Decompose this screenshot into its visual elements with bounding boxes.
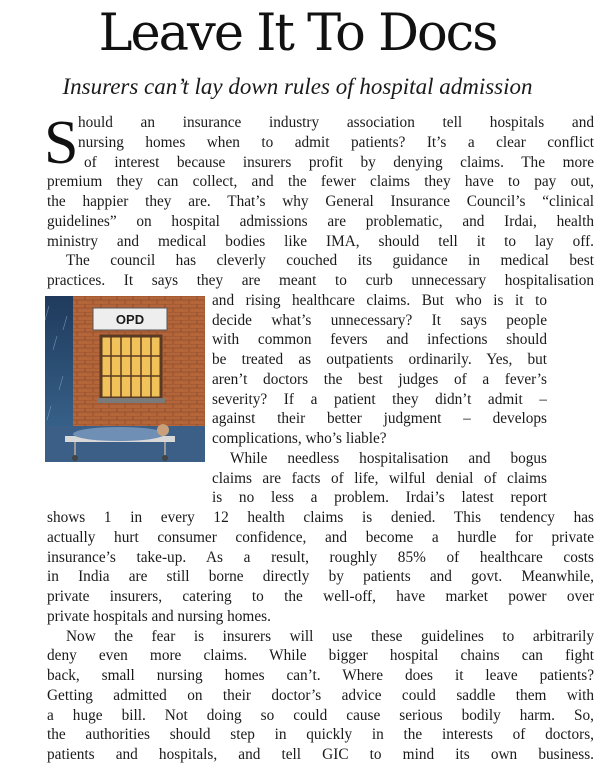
article-line: ministry and medical bodies like IMA, should tell it to lay off.	[47, 232, 594, 250]
article-line: The council has cleverly couched its guidance in medical best	[66, 252, 594, 270]
article-line: Getting admitted on their doctor’s advice could saddle them with	[47, 686, 594, 704]
article-line: and rising healthcare claims. But who is it to	[212, 291, 547, 309]
article-line: in India are still borne directly by patients and govt. Meanwhile,	[47, 568, 594, 586]
article-line: premium they can collect, and the fewer claims they have to pay out,	[47, 173, 594, 191]
opd-sign-text: OPD	[115, 312, 145, 327]
article-line: practices. It says they are meant to curb unnecessary hospitalisation	[47, 272, 594, 289]
subheadline: Insurers can’t lay down rules of hospital admission	[62, 74, 533, 99]
drop-cap: S	[44, 109, 79, 177]
article-line: the authorities should step in quickly in the interests of doctors,	[47, 726, 594, 744]
article-line: private insurers, catering to the well-off, have market power over	[47, 588, 594, 605]
hospital-illustration	[45, 296, 205, 462]
article-line: decide what’s unnecessary? It says people	[212, 311, 547, 329]
headline: Leave It To Docs	[98, 4, 497, 63]
article-line: hould an insurance industry association tell hospitals and	[78, 114, 594, 131]
article-line: guidelines” on hospital admissions are problematic, and Irdai, health	[47, 212, 594, 230]
article-line: with common fevers and infections should	[212, 331, 547, 349]
article-line: complications, who’s liable?	[212, 430, 387, 447]
article-line: private hospitals and nursing homes.	[47, 607, 271, 625]
article-line: a huge bill. Not doing so could cause serious bodily harm. So,	[47, 706, 594, 724]
article-line: patients and hospitals, and tell GIC to mind its own business.	[47, 746, 594, 763]
article-line: insurance’s take-up. As a result, roughly 85% of healthcare costs	[47, 548, 594, 566]
article-line: the happier they are. That’s why General Insurance Council’s “clinical	[47, 193, 594, 210]
article-line: claims are facts of life, wilful denial of claims	[212, 469, 547, 487]
article-line: actually hurt consumer confidence, and become a hurdle for private	[47, 528, 594, 546]
article-line: nursing homes when to admit patients? It’s a clear conflict	[78, 133, 594, 151]
article-line: is no less a problem. Irdai’s latest report	[212, 489, 547, 507]
article-line: severity? If a patient they didn’t admit –	[212, 390, 547, 408]
window-sill	[97, 398, 165, 403]
article-line: of interest because insurers profit by denying claims. The more	[84, 153, 594, 171]
article-line: shows 1 in every 12 health claims is denied. This tendency has	[47, 509, 594, 526]
article-line: While needless hospitalisation and bogus	[230, 449, 547, 467]
article-line: aren’t doctors the best judges of a fever’s	[212, 370, 547, 388]
article-line: against their better judgment – develops	[212, 410, 547, 428]
article-line: Now the fear is insurers will use these guidelines to arbitrarily	[66, 627, 594, 645]
article-line: deny even more claims. While bigger hospital chains can fight	[47, 647, 594, 665]
article-line: be treated as outpatients ordinarily. Yes, but	[212, 351, 547, 368]
article-line: back, small nursing homes can’t. Where does it leave patients?	[47, 667, 594, 684]
